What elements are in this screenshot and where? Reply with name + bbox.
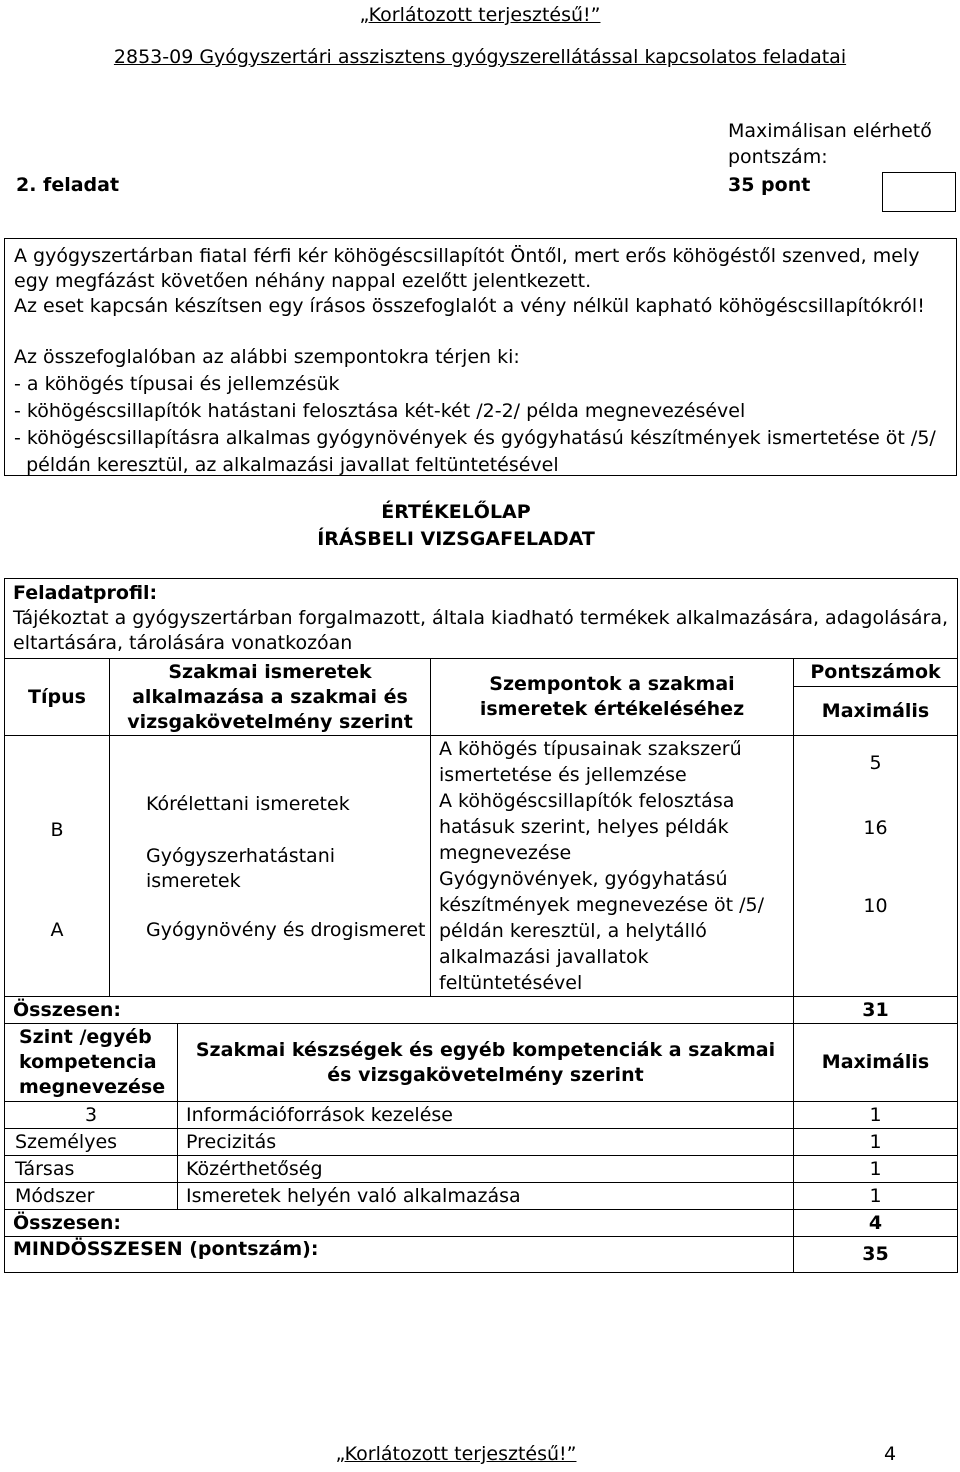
criteria-line: hatásuk szerint, helyes példák — [439, 816, 729, 838]
level-header — [5, 1024, 178, 1102]
profile-cell — [5, 579, 958, 659]
skill-level: Személyes — [5, 1129, 178, 1156]
type-a: A — [50, 919, 64, 941]
points-header — [794, 659, 958, 736]
header-line: alkalmazása a szakmai és — [132, 685, 408, 708]
criteria-line: A köhögéscsillapítók felosztása — [439, 790, 735, 812]
criteria-item: - köhögéscsillapítók hatástani felosztása két-két /2-2/ példa megnevezésével — [14, 400, 746, 422]
header-line: Szakmai készségek és egyéb kompetenciák a szakmai — [195, 1038, 776, 1061]
points-cell — [794, 736, 958, 997]
skill-level: Módszer — [5, 1183, 178, 1210]
intro-line: egy megfázást követően néhány nappal ezelőtt jelentkezett. — [14, 270, 592, 292]
skill-points: 1 — [794, 1129, 958, 1156]
profile-text: Tájékoztat a gyógyszertárban forgalmazott, általa kiadható termékek alkalmazására, adagolására, — [13, 607, 949, 629]
max-label: Maximális — [821, 700, 930, 722]
criteria-line: Gyógynövények, gyógyhatású — [439, 868, 728, 890]
subtotal-label: Összesen: — [5, 997, 794, 1024]
skills-total-label: Összesen: — [5, 1210, 794, 1237]
criteria-header — [431, 659, 794, 736]
points-value: 10 — [863, 895, 888, 917]
skill-points: 1 — [794, 1183, 958, 1210]
task-intro — [14, 244, 954, 319]
header-line: Szempontok a szakmai — [489, 673, 735, 695]
criteria-line: példán keresztül, a helytálló — [439, 920, 707, 942]
intro-line: A gyógyszertárban fiatal férfi kér köhögéscsillapítót Öntől, mert erős köhögéstől szenved, mely — [14, 245, 920, 267]
knowledge-item: Gyógyszerhatástani ismeretek — [146, 845, 336, 892]
skill-level: Társas — [5, 1156, 178, 1183]
type-b: B — [50, 819, 64, 841]
intro-line: Az eset kapcsán készítsen egy írásos összefoglalót a vény nélkül kapható köhögéscsillapítókról! — [14, 295, 925, 317]
skill-points: 1 — [794, 1102, 958, 1129]
header-line: megnevezése — [19, 1076, 166, 1098]
criteria-line: megnevezése — [439, 842, 572, 864]
header-line: és vizsgakövetelmény szerint — [327, 1063, 644, 1086]
type-cell — [5, 736, 110, 997]
header-line: ismeretek értékeléséhez — [479, 698, 745, 720]
profile-label: Feladatprofil: — [13, 582, 158, 604]
criteria-item: példán keresztül, az alkalmazási javallat feltüntetésével — [14, 454, 559, 476]
skill-level: 3 — [5, 1102, 178, 1129]
subtotal-value: 31 — [794, 997, 958, 1024]
type-header: Típus — [5, 659, 110, 736]
header-line: Szint /egyéb — [19, 1026, 152, 1048]
evaluation-subtitle: ÍRÁSBELI VIZSGAFELADAT — [317, 528, 595, 550]
grand-total-value: 35 — [794, 1237, 958, 1273]
criteria-line: feltüntetésével — [439, 972, 583, 994]
criteria-list — [14, 344, 954, 479]
criteria-line: készítmények megnevezése öt /5/ — [439, 894, 765, 916]
knowledge-item: Gyógynövény és drogismeret — [146, 919, 426, 941]
header-line: kompetencia — [19, 1051, 157, 1073]
page-number: 4 — [884, 1443, 897, 1465]
evaluation-table — [4, 578, 958, 1273]
restriction-notice: „Korlátozott terjesztésű!” — [359, 4, 601, 26]
skills-max-header: Maximális — [794, 1024, 958, 1102]
criteria-item: - a köhögés típusai és jellemzésük — [14, 373, 340, 395]
knowledge-header — [110, 659, 431, 736]
score-box[interactable] — [882, 172, 956, 212]
skill-name: Precizitás — [178, 1129, 794, 1156]
skill-points: 1 — [794, 1156, 958, 1183]
knowledge-cell — [110, 736, 431, 997]
criteria-line: A köhögés típusainak szakszerű — [439, 738, 742, 760]
document-subtitle: 2853-09 Gyógyszertári asszisztens gyógyszerellátással kapcsolatos feladatai — [113, 46, 847, 68]
skills-header — [178, 1024, 794, 1102]
footer-restriction: „Korlátozott terjesztésű!” — [335, 1443, 577, 1465]
profile-text: eltartására, tárolására vonatkozóan — [13, 632, 353, 654]
evaluation-title: ÉRTÉKELŐLAP — [381, 501, 531, 523]
knowledge-item: Kórélettani ismeretek — [146, 793, 350, 815]
task-points: 35 pont — [728, 174, 811, 196]
points-value: 5 — [869, 752, 882, 774]
criteria-line: ismertetése és jellemzése — [439, 764, 687, 786]
points-label: Pontszámok — [794, 659, 957, 687]
skill-name: Közérthetőség — [178, 1156, 794, 1183]
skill-name: Információforrások kezelése — [178, 1102, 794, 1129]
max-points-label-2: pontszám: — [728, 146, 828, 168]
header-line: Szakmai ismeretek — [168, 660, 372, 683]
points-value: 16 — [863, 817, 888, 839]
max-points-label-1: Maximálisan elérhető — [728, 120, 932, 142]
header-line: vizsgakövetelmény szerint — [127, 710, 413, 733]
grand-total-label: MINDÖSSZESEN (pontszám): — [5, 1237, 794, 1273]
criteria-intro: Az összefoglalóban az alábbi szempontokra térjen ki: — [14, 346, 520, 368]
skills-total-value: 4 — [794, 1210, 958, 1237]
criteria-item: - köhögéscsillapításra alkalmas gyógynövények és gyógyhatású készítmények ismertetése öt /5/ — [14, 427, 936, 449]
criteria-cell — [431, 736, 794, 997]
task-title: 2. feladat — [16, 174, 120, 196]
skill-name: Ismeretek helyén való alkalmazása — [178, 1183, 794, 1210]
criteria-line: alkalmazási javallatok — [439, 946, 649, 968]
